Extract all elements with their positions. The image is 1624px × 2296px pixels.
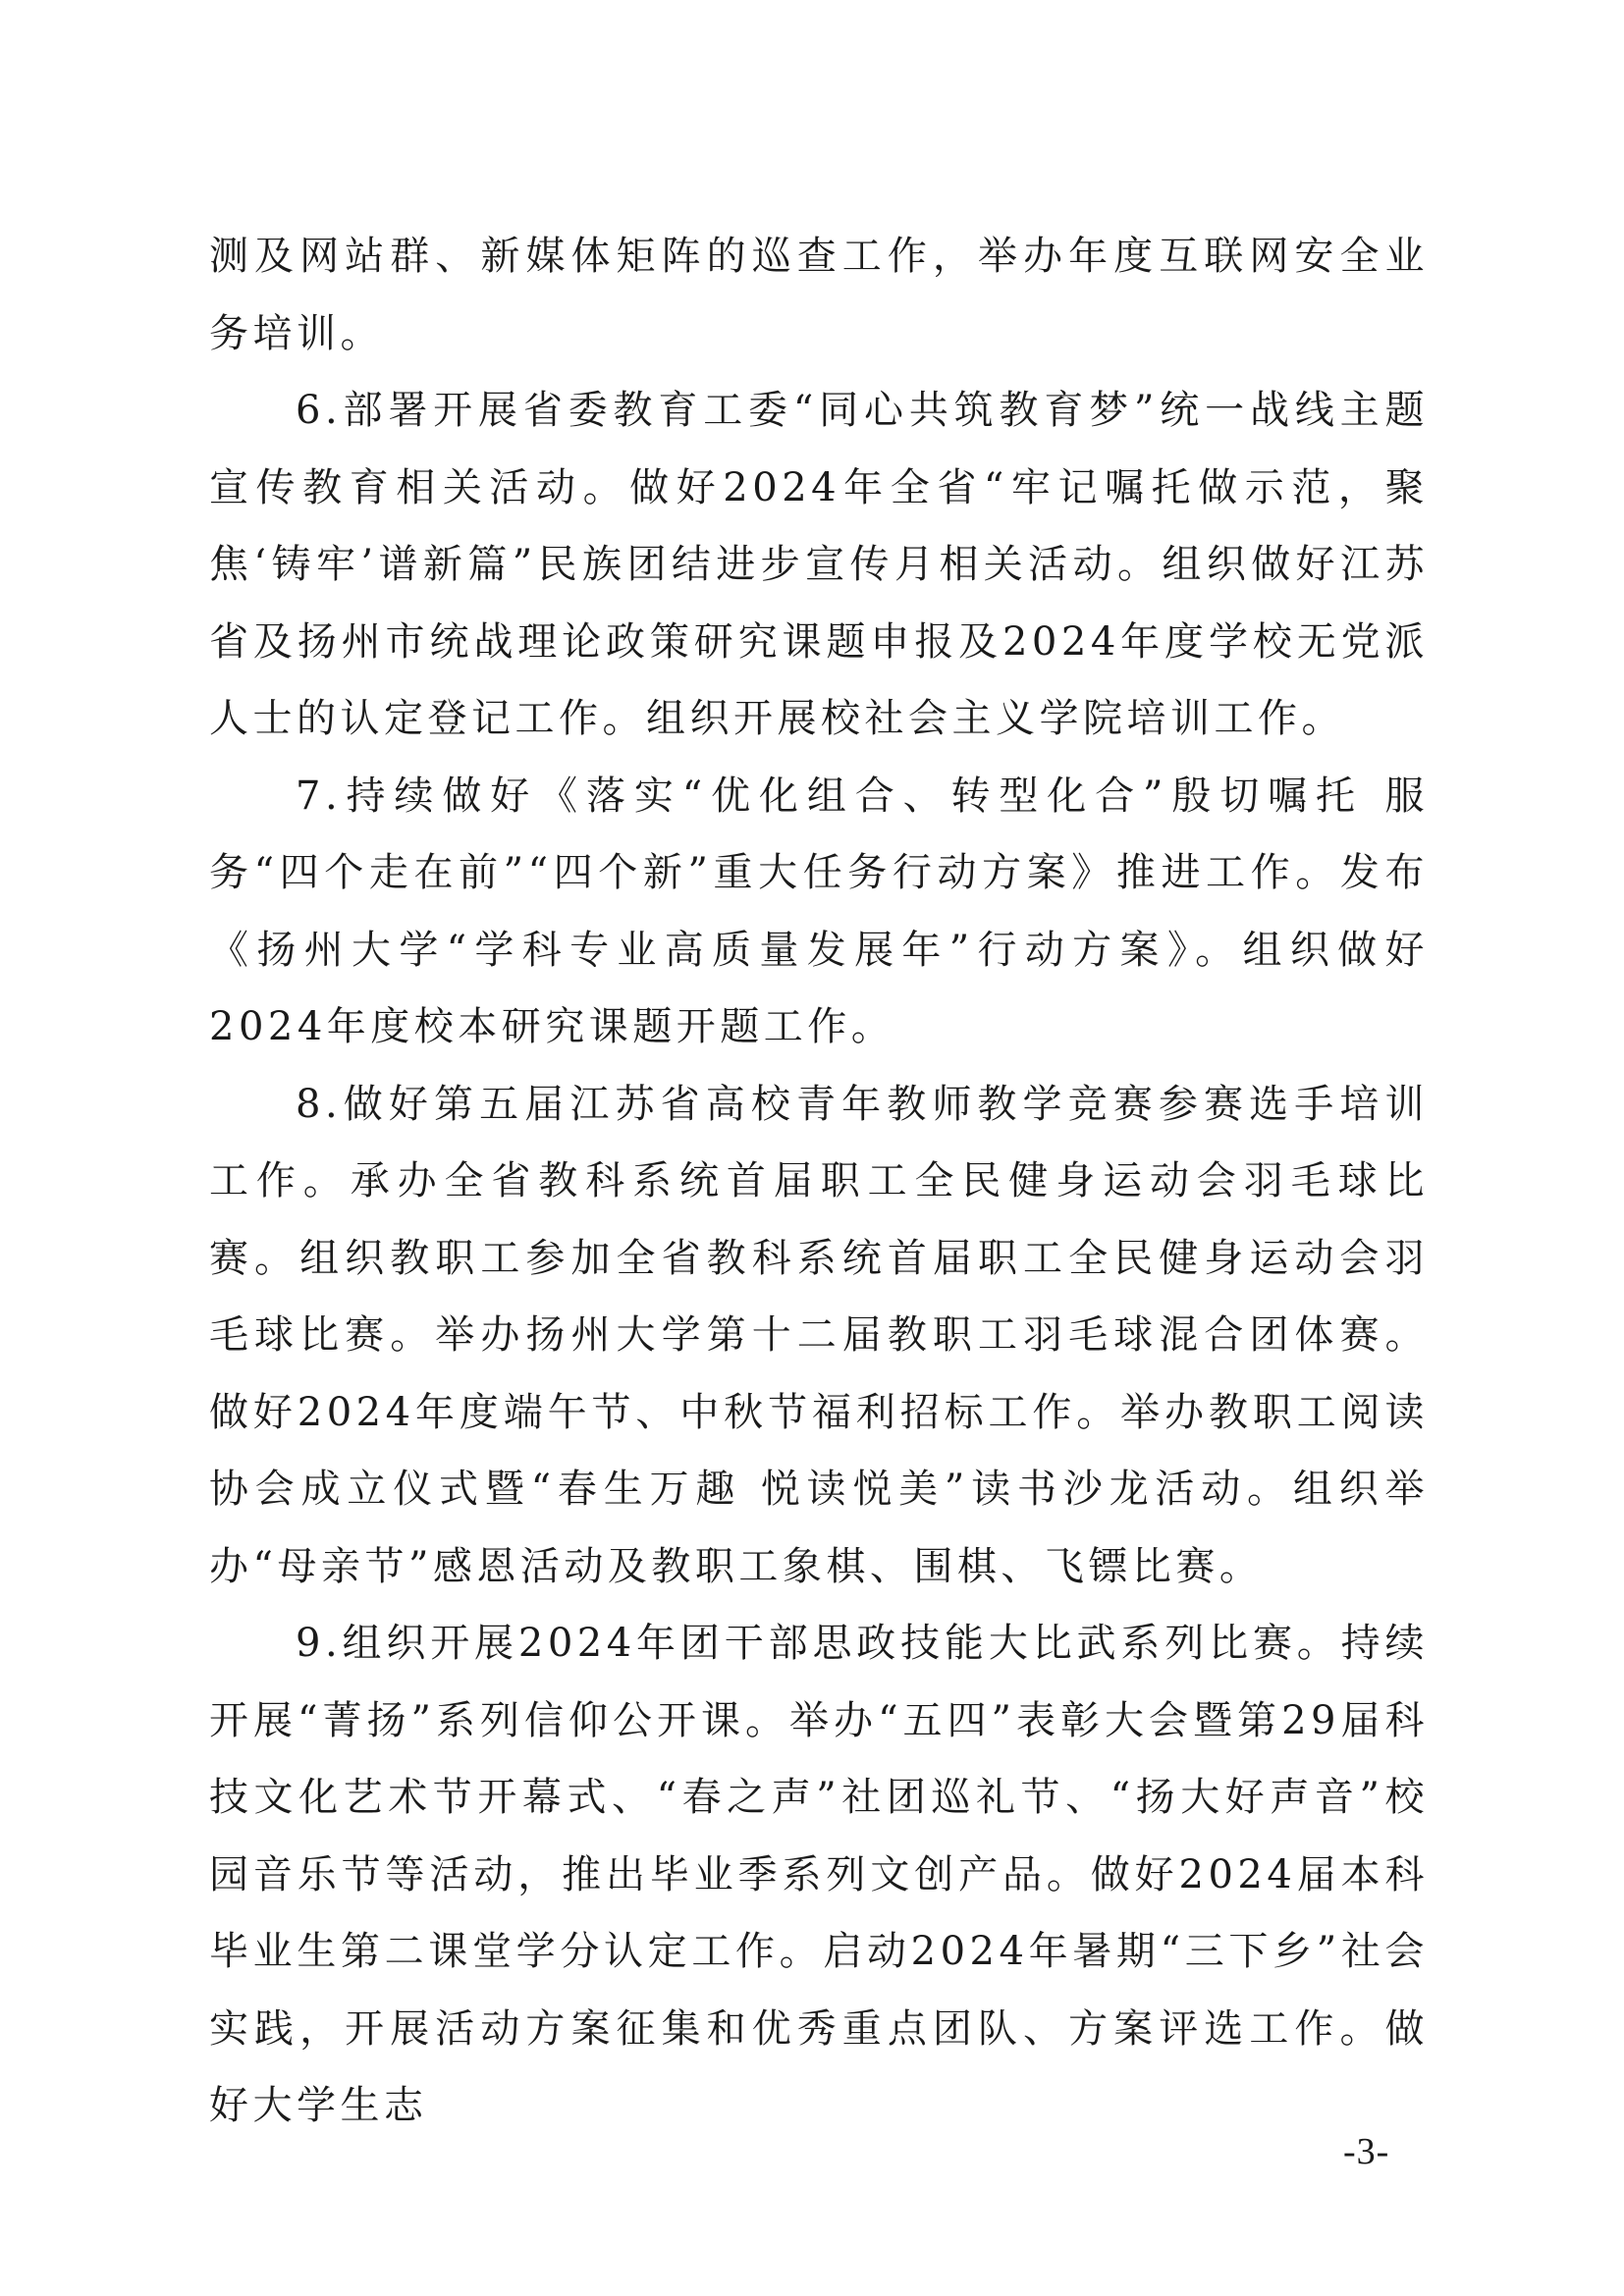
paragraph-continuation: 测及网站群、新媒体矩阵的巡查工作，举办年度互联网安全业务培训。	[209, 234, 1429, 356]
paragraph-item-6: 6.部署开展省委教育工委“同心共筑教育梦”统一战线主题宣传教育相关活动。做好2024年全省“牢记嘱托做示范，聚焦‘铸牢’谱新篇”民族团结进步宣传月相关活动。组织做好江苏省及扬州市统战理论政策研究课题申报及2024年度学校无党派人士的认定登记工作。组织开展校社会主义学院培训工作。	[209, 388, 1429, 741]
paragraph-item-8: 8.做好第五届江苏省高校青年教师教学竞赛参赛选手培训工作。承办全省教科系统首届职工全民健身运动会羽毛球比赛。组织教职工参加全省教科系统首届职工全民健身运动会羽毛球比赛。举办扬州大学第十二届教职工羽毛球混合团体赛。做好2024年度端午节、中秋节福利招标工作。举办教职工阅读协会成立仪式暨“春生万趣 悦读悦美”读书沙龙活动。组织举办“母亲节”感恩活动及教职工象棋、围棋、飞镖比赛。	[209, 1081, 1429, 1589]
document-body	[209, 218, 1429, 2145]
paragraph-item-9: 9.组织开展2024年团干部思政技能大比武系列比赛。持续开展“菁扬”系列信仰公开课。举办“五四”表彰大会暨第29届科技文化艺术节开幕式、“春之声”社团巡礼节、“扬大好声音”校园音乐节等活动，推出毕业季系列文创产品。做好2024届本科毕业生第二课堂学分认定工作。启动2024年暑期“三下乡”社会实践，开展活动方案征集和优秀重点团队、方案评选工作。做好大学生志	[209, 1621, 1429, 2128]
paragraph-item-7: 7.持续做好《落实“优化组合、转型化合”殷切嘱托 服务“四个走在前”“四个新”重大任务行动方案》推进工作。发布《扬州大学“学科专业高质量发展年”行动方案》。组织做好2024年度校本研究课题开题工作。	[209, 773, 1429, 1049]
page-number: -3-	[1343, 2131, 1390, 2172]
